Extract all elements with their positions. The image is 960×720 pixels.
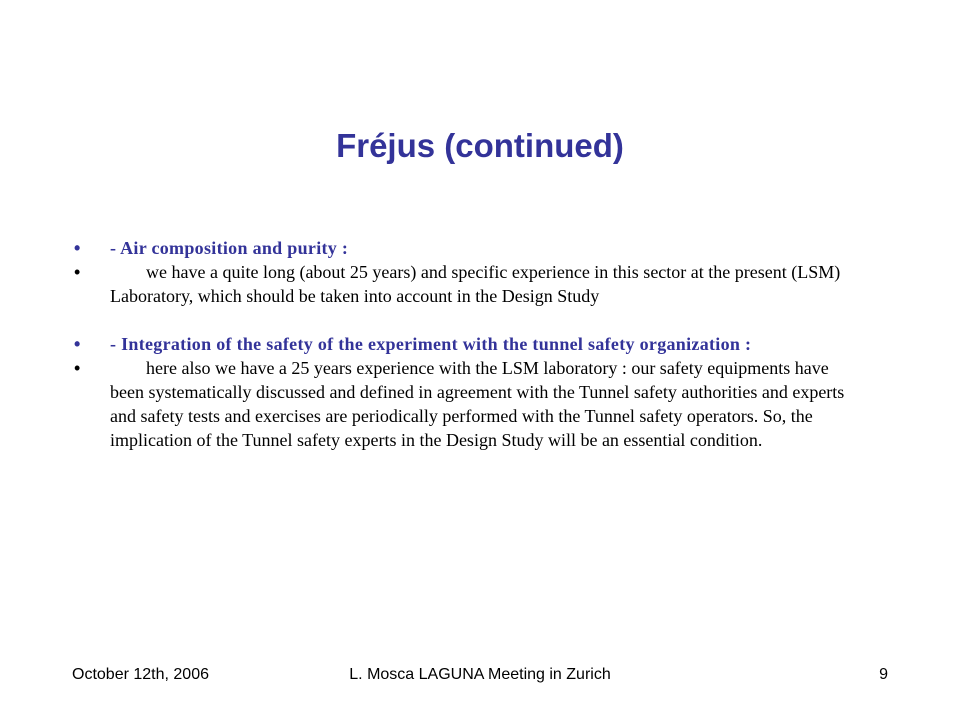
footer-date: October 12th, 2006 <box>72 666 209 683</box>
bullet-icon: • <box>74 358 81 378</box>
footer-meeting: L. Mosca LAGUNA Meeting in Zurich <box>349 666 611 683</box>
bullet-icon: • <box>74 238 81 258</box>
slide-title: Fréjus (continued) <box>336 127 624 164</box>
bullet-heading-air <box>72 236 852 260</box>
bullet-text: we have a quite long (about 25 years) and specific experience in this sector at the present (LSM) Laboratory, which should be taken into account in the Design Study <box>110 262 841 306</box>
footer-page-number: 9 <box>879 666 888 683</box>
bullet-text: here also we have a 25 years experience with the LSM laboratory : our safety equipments have been systematically discussed and defined in agreement with the Tunnel safety authorities and experts and safety tests and exercises are periodically performed with the Tunnel safety operators. So, the implication of the Tunnel safety experts in the Design Study will be an essential condition. <box>110 358 845 450</box>
bullet-icon: • <box>74 262 81 282</box>
bullet-spacer <box>72 308 852 332</box>
bullet-icon: • <box>74 334 81 354</box>
bullet-list <box>72 236 852 452</box>
bullet-heading-safety <box>72 332 852 356</box>
bullet-text: - Integration of the safety of the experiment with the tunnel safety organization : <box>110 334 752 354</box>
bullet-body-air <box>72 260 852 308</box>
bullet-text: - Air composition and purity : <box>110 238 349 258</box>
bullet-body-safety <box>72 356 852 452</box>
